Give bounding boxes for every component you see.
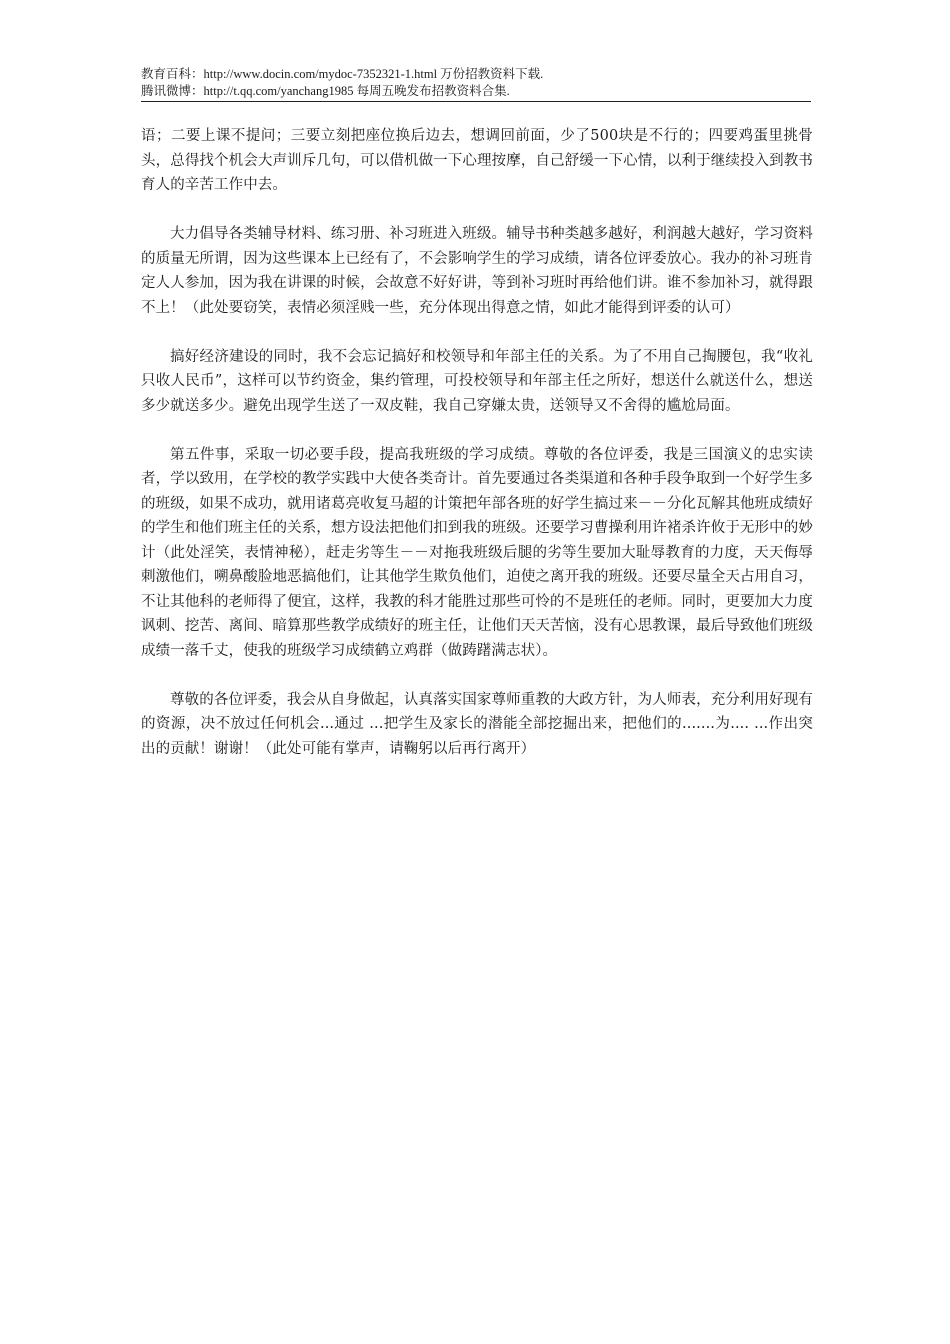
- paragraph-1: 语；二要上课不提问；三要立刻把座位换后边去，想调回前面，少了500块是不行的；四要鸡蛋里挑骨头，总得找个机会大声训斥几句，可以借机做一下心理按摩，自己舒缓一下心情，以利于继续投入到教书育人的辛苦工作中去。: [141, 128, 813, 193]
- header-line-2: 腾讯微博：http://t.qq.com/yanchang1985 每周五晚发布招教资料合集.: [141, 84, 510, 98]
- paragraph-5: 尊敬的各位评委，我会从自身做起，认真落实国家尊师重教的大政方针，为人师表，充分利用好现有的资源，决不放过任何机会...通过 ...把学生及家长的潜能全部挖掘出来，把他们的.......为.... ...作出突出的贡献！谢谢！（此处可能有掌声，请鞠躬以后再行离开）: [141, 691, 813, 757]
- header-line-1: 教育百科：http://www.docin.com/mydoc-7352321-1.html 万份招教资料下载.: [141, 67, 544, 81]
- page-header: [141, 66, 811, 102]
- paragraph-4: 第五件事，采取一切必要手段，提高我班级的学习成绩。尊敬的各位评委，我是三国演义的忠实读者，学以致用，在学校的教学实践中大使各类奇计。首先要通过各类渠道和各种手段争取到一个好学生多的班级，如果不成功，就用诸葛亮收复马超的计策把年部各班的好学生搞过来－－分化瓦解其他班成绩好的学生和他们班主任的关系，想方设法把他们扣到我的班级。还要学习曹操利用许褚杀许攸于无形中的妙计（此处淫笑，表情神秘），赶走劣等生－－对拖我班级后腿的劣等生要加大耻辱教育的力度，天天侮辱刺激他们，嗍鼻酸脸地恶搞他们，让其他学生欺负他们，迫使之离开我的班级。还要尽量全天占用自习，不让其他科的老师得了便宜，这样，我教的科才能胜过那些可怜的不是班任的老师。同时，更要加大力度讽刺、挖苦、离间、暗算那些教学成绩好的班主任，让他们天天苦恼，没有心思教课，最后导致他们班级成绩一落千丈，使我的班级学习成绩鹤立鸡群（做踌躇满志状）。: [141, 446, 813, 659]
- paragraph-2: 大力倡导各类辅导材料、练习册、补习班进入班级。辅导书种类越多越好，利润越大越好，学习资料的质量无所谓，因为这些课本上已经有了，不会影响学生的学习成绩，请各位评委放心。我办的补习班肯定人人参加，因为我在讲课的时候，会故意不好好讲，等到补习班时再给他们讲。谁不参加补习，就得跟不上！（此处要窃笑，表情必须淫贱一些，充分体现出得意之情，如此才能得到评委的认可）: [141, 226, 813, 316]
- document-body: [141, 124, 813, 786]
- paragraph-3: 搞好经济建设的同时，我不会忘记搞好和校领导和年部主任的关系。为了不用自己掏腰包，我“收礼只收人民币”，这样可以节约资金，集约管理，可投校领导和年部主任之所好，想送什么就送什么，想送多少就送多少。避免出现学生送了一双皮鞋，我自己穿嫌太贵，送领导又不舍得的尴尬局面。: [141, 348, 813, 414]
